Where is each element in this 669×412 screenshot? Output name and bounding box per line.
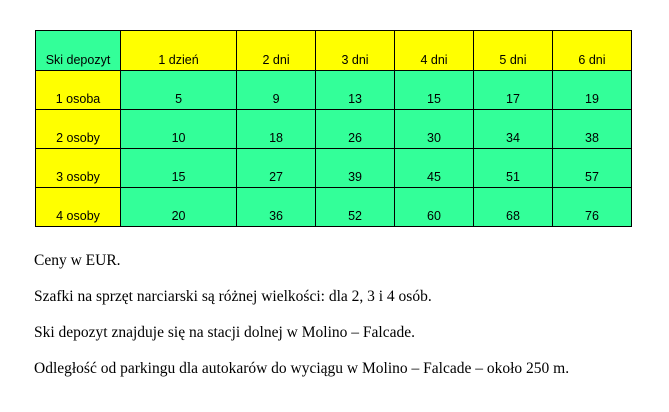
table-cell: 27 <box>237 149 316 188</box>
table-cell: 38 <box>552 110 631 149</box>
note-parking-distance: Odległość od parkingu dla autokarów do wyciągu w Molino – Falcade – około 250 m. <box>34 360 570 377</box>
table-cell: 60 <box>395 188 474 227</box>
note-location: Ski depozyt znajduje się na stacji dolnej w Molino – Falcade. <box>34 324 415 341</box>
table-row <box>36 110 632 149</box>
table-cell: 36 <box>237 188 316 227</box>
ski-deposit-price-table <box>35 30 632 227</box>
column-header-1-day: 1 dzień <box>121 31 237 71</box>
table-cell: 20 <box>121 188 237 227</box>
note-locker-sizes: Szafki na sprzęt narciarski są różnej wielkości: dla 2, 3 i 4 osób. <box>34 288 432 305</box>
table-cell: 10 <box>121 110 237 149</box>
column-header-5-days: 5 dni <box>473 31 552 71</box>
table-row <box>36 149 632 188</box>
table-cell: 34 <box>473 110 552 149</box>
table-cell: 5 <box>121 71 237 110</box>
table-cell: 19 <box>552 71 631 110</box>
row-header-2-persons: 2 osoby <box>36 110 121 149</box>
row-header-4-persons: 4 osoby <box>36 188 121 227</box>
row-header-1-person: 1 osoba <box>36 71 121 110</box>
table-cell: 45 <box>395 149 474 188</box>
table-cell: 76 <box>552 188 631 227</box>
table-cell: 15 <box>121 149 237 188</box>
table-cell: 30 <box>395 110 474 149</box>
table-cell: 68 <box>473 188 552 227</box>
table-row <box>36 71 632 110</box>
table-cell: 57 <box>552 149 631 188</box>
table-header-row <box>36 31 632 71</box>
note-currency: Ceny w EUR. <box>34 252 121 269</box>
table-row <box>36 188 632 227</box>
column-header-6-days: 6 dni <box>552 31 631 71</box>
table-cell: 17 <box>473 71 552 110</box>
table-cell: 51 <box>473 149 552 188</box>
column-header-2-days: 2 dni <box>237 31 316 71</box>
notes-section <box>34 251 654 395</box>
corner-label: Ski depozyt <box>36 31 121 71</box>
column-header-3-days: 3 dni <box>316 31 395 71</box>
table-cell: 15 <box>395 71 474 110</box>
table-cell: 39 <box>316 149 395 188</box>
table-cell: 26 <box>316 110 395 149</box>
column-header-4-days: 4 dni <box>395 31 474 71</box>
table-cell: 9 <box>237 71 316 110</box>
table-cell: 52 <box>316 188 395 227</box>
table-cell: 13 <box>316 71 395 110</box>
row-header-3-persons: 3 osoby <box>36 149 121 188</box>
table-cell: 18 <box>237 110 316 149</box>
